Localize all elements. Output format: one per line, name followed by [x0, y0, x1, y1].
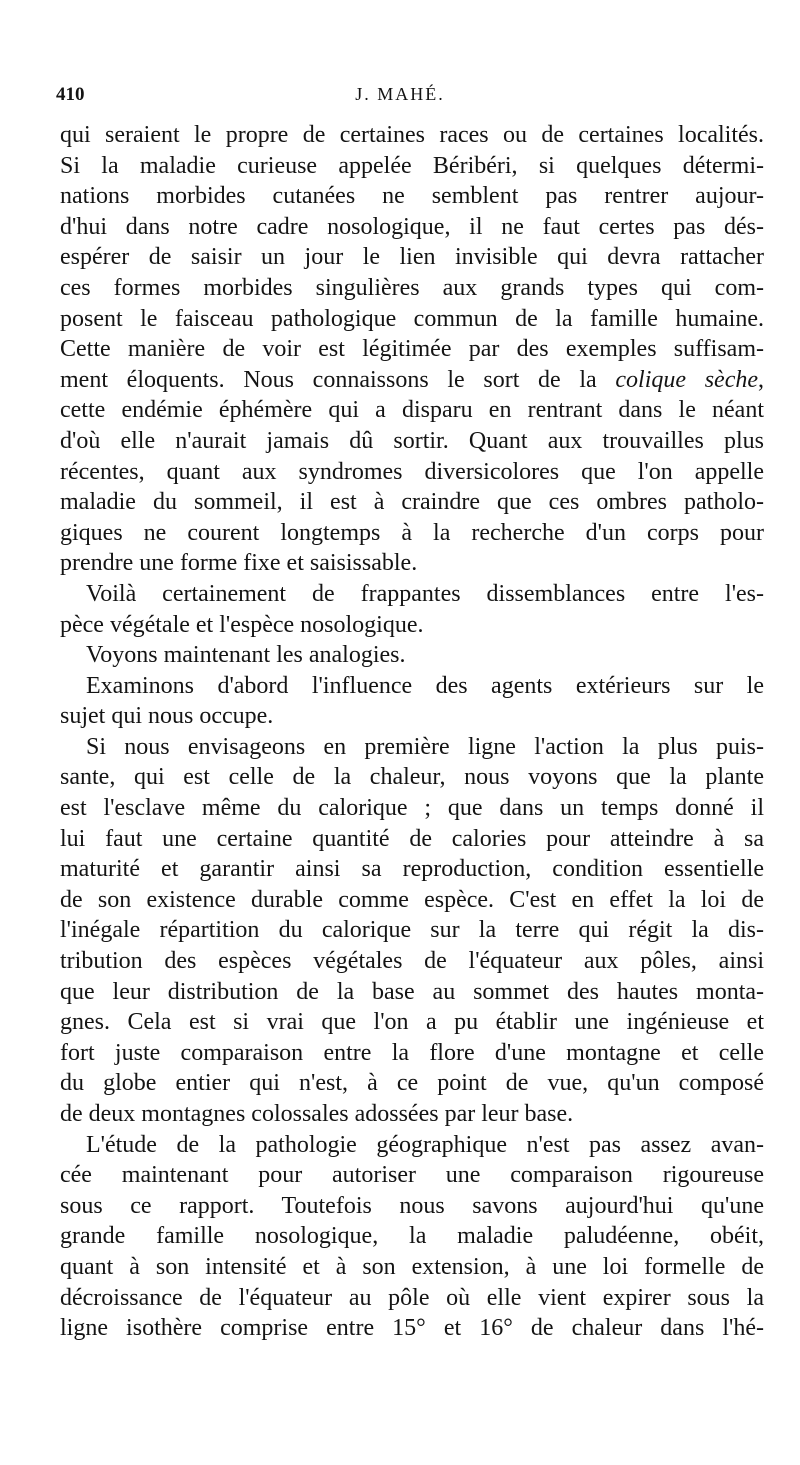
- text-line: giques ne courent longtemps à la recherche d'un corps pour: [60, 519, 764, 546]
- text-line: prendre une forme fixe et saisissable.: [60, 550, 418, 577]
- text-line: [60, 365, 764, 396]
- text-line: Voilà certainement de frappantes dissemblances entre l'es-: [86, 580, 764, 607]
- page-header: [56, 84, 756, 110]
- text-line: L'étude de la pathologie géographique n'est pas assez avan-: [86, 1131, 764, 1158]
- text-span: ment éloquents. Nous connaissons le sort de la: [60, 366, 616, 393]
- text-line: l'inégale répartition du calorique sur la terre qui régit la dis-: [60, 917, 764, 944]
- text-line: tribution des espèces végétales de l'équateur aux pôles, ainsi: [60, 948, 764, 975]
- page-number: 410: [56, 84, 85, 105]
- text-line: quant à son intensité et à son extension, à une loi formelle de: [60, 1253, 764, 1280]
- text-line: pèce végétale et l'espèce nosologique.: [60, 611, 424, 638]
- text-line: sujet qui nous occupe.: [60, 703, 274, 730]
- text-line: cée maintenant pour autoriser une comparaison rigoureuse: [60, 1162, 764, 1189]
- text-line: fort juste comparaison entre la flore d'une montagne et celle: [60, 1039, 764, 1066]
- text-line: récentes, quant aux syndromes diversicolores que l'on appelle: [60, 458, 764, 485]
- text-line: Voyons maintenant les analogies.: [86, 642, 406, 669]
- body-text: [60, 120, 764, 1344]
- text-line: gnes. Cela est si vrai que l'on a pu établir une ingénieuse et: [60, 1009, 764, 1036]
- text-line: grande famille nosologique, la maladie paludéenne, obéit,: [60, 1223, 764, 1250]
- text-line: maladie du sommeil, il est à craindre que ces ombres patholo-: [60, 489, 764, 516]
- text-line: Si la maladie curieuse appelée Béribéri, si quelques détermi-: [60, 152, 764, 179]
- text-line: maturité et garantir ainsi sa reproduction, condition essentielle: [60, 856, 764, 883]
- text-line: Si nous envisageons en première ligne l'action la plus puis-: [86, 733, 764, 760]
- text-line: cette endémie éphémère qui a disparu en rentrant dans le néant: [60, 397, 764, 424]
- text-line: lui faut une certaine quantité de calories pour atteindre à sa: [60, 825, 764, 852]
- text-line: Cette manière de voir est légitimée par des exemples suffisam-: [60, 336, 764, 363]
- text-line: sous ce rapport. Toutefois nous savons aujourd'hui qu'une: [60, 1192, 764, 1219]
- text-line: est l'esclave même du calorique ; que dans un temps donné il: [60, 795, 764, 822]
- text-line: que leur distribution de la base au sommet des hautes monta-: [60, 978, 764, 1005]
- text-line: d'hui dans notre cadre nosologique, il ne faut certes pas dés-: [60, 213, 764, 240]
- text-line: qui seraient le propre de certaines races ou de certaines localités.: [60, 122, 764, 148]
- text-line: du globe entier qui n'est, à ce point de vue, qu'un composé: [60, 1070, 764, 1097]
- text-line: ces formes morbides singulières aux grands types qui com-: [60, 274, 764, 301]
- text-line: posent le faisceau pathologique commun de la famille humaine.: [60, 305, 764, 332]
- italic-term: colique sèche: [615, 366, 758, 393]
- text-line: nations morbides cutanées ne semblent pas rentrer aujour-: [60, 183, 764, 210]
- text-line: sante, qui est celle de la chaleur, nous voyons que la plante: [60, 764, 764, 791]
- running-head: J. MAHÉ.: [355, 84, 445, 104]
- text-line: décroissance de l'équateur au pôle où elle vient expirer sous la: [60, 1284, 764, 1311]
- text-line: Examinons d'abord l'influence des agents extérieurs sur le: [86, 672, 764, 699]
- text-line: ligne isothère comprise entre 15° et 16° de chaleur dans l'hé-: [60, 1315, 764, 1342]
- text-line: de deux montagnes colossales adossées par leur base.: [60, 1101, 574, 1127]
- text-line: espérer de saisir un jour le lien invisible qui devra rattacher: [60, 244, 764, 271]
- text-line: de son existence durable comme espèce. C'est en effet la loi de: [60, 886, 764, 913]
- text-line: d'où elle n'aurait jamais dû sortir. Quant aux trouvailles plus: [60, 427, 764, 454]
- text-span: ,: [758, 366, 764, 393]
